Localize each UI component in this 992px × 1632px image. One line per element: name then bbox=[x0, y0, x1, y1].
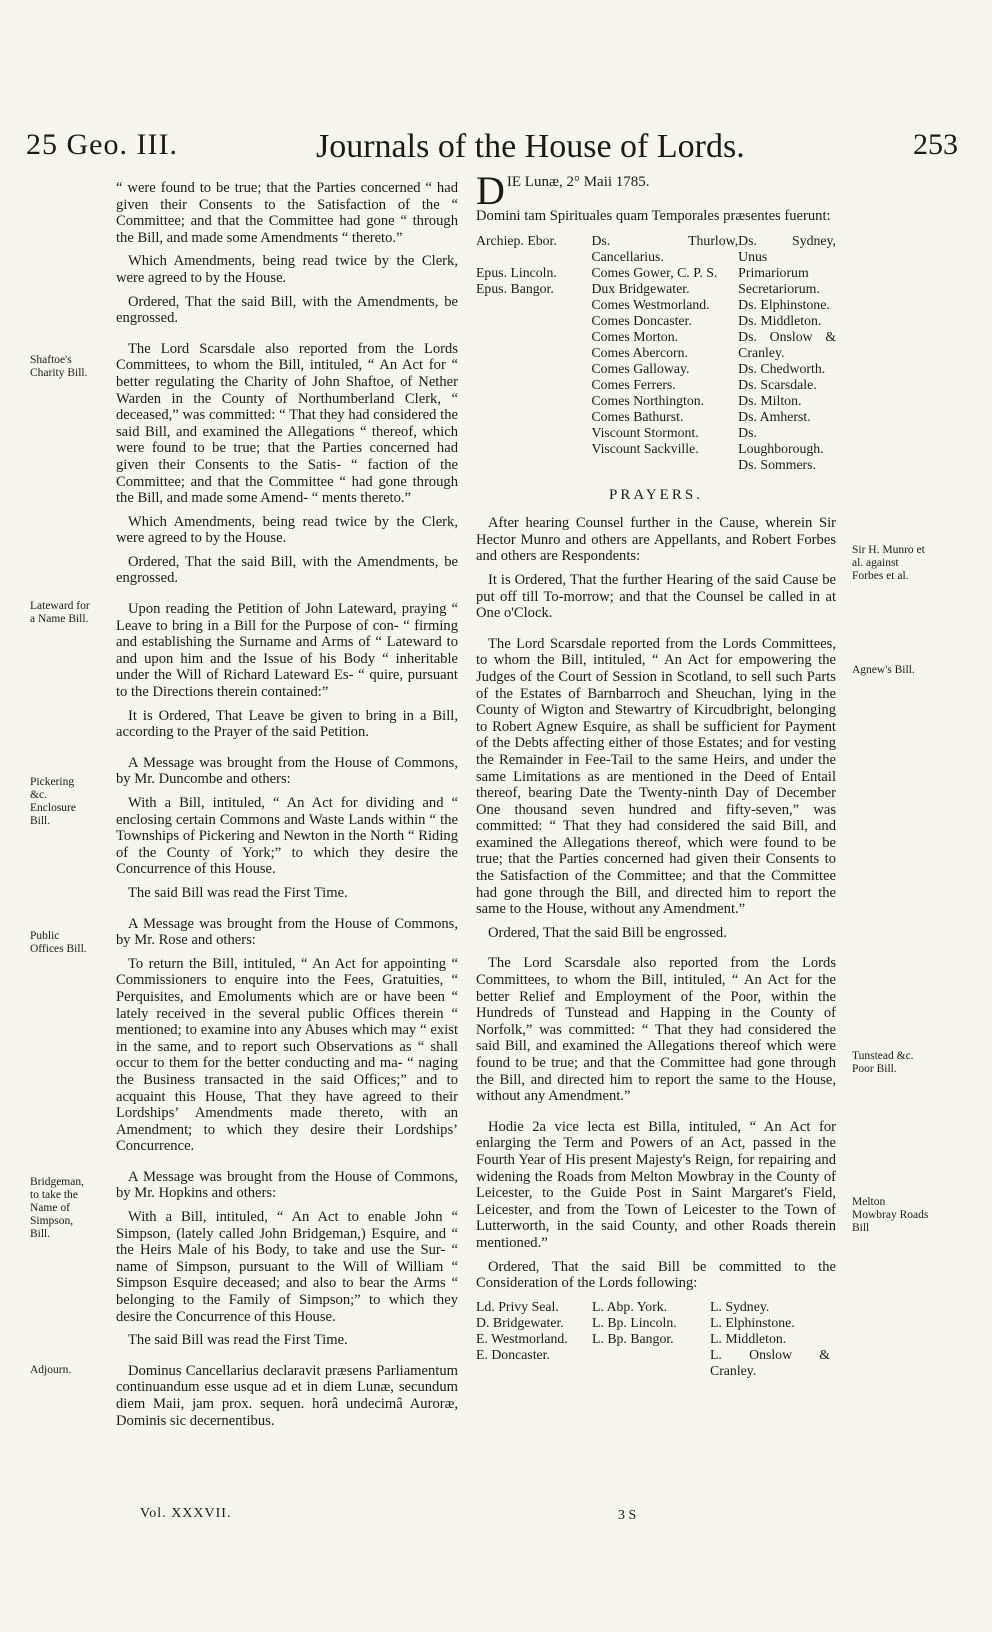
paragraph: The said Bill was read the First Time. bbox=[128, 1332, 348, 1349]
attendance-barons: Ds. Sydney, Unus Primariorum Secretariorum. Ds. Elphinstone. Ds. Middleton. Ds. Onslow & Cranley. Ds. Chedworth. Ds. Scarsdale. Ds. Milton. Ds. Amherst. Ds. Loughborough. Ds. Sommers. bbox=[738, 232, 836, 472]
attendance-peers: Ds. Thurlow, Cancellarius. Comes Gower, C. P. S. Dux Bridgewater. Comes Westmorland. Comes Doncaster. Comes Morton. Comes Abercorn. Comes Galloway. Comes Ferrers. Comes Northington. Comes Bathurst. Viscount Stormont. Viscount Sackville. bbox=[591, 232, 739, 456]
paragraph: To return the Bill, intituled, “ An Act for appointing “ Commissioners to enquire into the Fees, Gratuities, “ Perquisites, and Emoluments which are or have been “ lately received in the several public Offices therein “ mentioned; to examine into any Abuses which may “ exist in the same, and to report such Observations as “ shall occur to them for the better conducting and ma- “ naging the Business transacted in the said Offices;” and to acquaint this House, That they have agreed to their Lordships’ Amendments made thereto, with an Amendment; to which they desire their Lordships’ Concurrence. bbox=[116, 955, 458, 1155]
second-reading-paragraph: Hodie 2a vice lecta est Billa, intituled, “ An Act for enlarging the Term and Powers of an Act, passed in the Fourth Year of His present Majesty's Reign, for repairing and widening the Roads from Melton Mowbray in the County of Leicester, to the Guide Post in Saint Margaret's Field, Leicester, and from the Town of Leicester to the Town of Lutterworth, in the said County, and other Roads therein mentioned.” bbox=[476, 1118, 836, 1251]
message-paragraph: A Message was brought from the House of Commons, by Mr. Hopkins and others: bbox=[116, 1168, 458, 1202]
regnal-year: 25 Geo. III. bbox=[26, 128, 178, 161]
date-text: IE Lunæ, 2° Maii 1785. bbox=[506, 174, 650, 190]
drop-cap: D bbox=[476, 168, 505, 213]
page-number: 253 bbox=[913, 128, 958, 161]
signature-mark: 3 S bbox=[618, 1508, 637, 1523]
paragraph: With a Bill, intituled, “ An Act for dividing and “ enclosing certain Commons and Waste Lands within “ the Townships of Pickering and Newton in the North “ Riding of the County of York;” to which they desire the Concurrence of this House. bbox=[116, 795, 458, 878]
paragraph: Which Amendments, being read twice by the Clerk, were agreed to by the House. bbox=[116, 513, 458, 547]
margin-note-tunstead: Tunstead &c. Poor Bill. bbox=[852, 1050, 914, 1075]
order-paragraph: It is Ordered, That Leave be given to bring in a Bill, according to the Prayer of the said Petition. bbox=[116, 707, 458, 741]
paragraph: The said Bill was read the First Time. bbox=[128, 884, 348, 901]
order-paragraph: Ordered, That the said Bill be committed to the Consideration of the Lords following: bbox=[476, 1258, 836, 1292]
order-paragraph: It is Ordered, That the further Hearing of the said Cause be put off till To-morrow; and that the Counsel be called in at One o'Clock. bbox=[476, 571, 836, 622]
report-paragraph: The Lord Scarsdale also reported from the Lords Committees, to whom the Bill, intituled, “ An Act for “ better regulating the Charity of John Shaftoe, of Nether Warden in the County of Northumberland Clerk, “ deceased,” was committed: “ That they had considered the said Bill, and examined the Allegations “ thereof, which were found to be true; that the Parties concerned had given their Consents to the Satis- “ faction of the Committee; and that the Committee “ had gone through the Bill, and made some Amend- “ ments thereto.” bbox=[116, 340, 458, 507]
margin-note-pickering: Pickering &c. Enclosure Bill. bbox=[30, 776, 76, 827]
message-paragraph: A Message was brought from the House of Commons, by Mr. Duncombe and others: bbox=[116, 754, 458, 788]
margin-note-melton: Melton Mowbray Roads Bill bbox=[852, 1196, 929, 1234]
committee-col-1: Ld. Privy Seal. D. Bridgewater. E. Westmorland. E. Doncaster. bbox=[476, 1298, 568, 1362]
paragraph: Which Amendments, being read twice by the Clerk, were agreed to by the House. bbox=[116, 253, 458, 286]
margin-note-munro: Sir H. Munro et al. against Forbes et al. bbox=[852, 544, 925, 582]
running-header bbox=[26, 128, 966, 172]
order-paragraph: Ordered, That the said Bill, with the Amendments, be engrossed. bbox=[116, 293, 458, 327]
margin-note-bridgeman: Bridgeman, to take the Name of Simpson, Bill. bbox=[30, 1176, 84, 1240]
order-paragraph: Ordered, That the said Bill, with the Amendments, be engrossed. bbox=[116, 553, 458, 587]
adjournment-paragraph: Dominus Cancellarius declaravit præsens Parliamentum continuandum esse usque ad et in diem Lunæ, secundum diem Maii, jam prox. sequen. horâ undecimâ Auroræ, Dominis sic decernentibus. bbox=[116, 1362, 458, 1429]
prayers-heading: PRAYERS. bbox=[609, 486, 703, 503]
volume-number: Vol. XXXVII. bbox=[140, 1506, 232, 1521]
paragraph: After hearing Counsel further in the Cause, wherein Sir Hector Munro and others are Appellants, and Robert Forbes and others are Respondents: bbox=[476, 515, 836, 565]
margin-note-lateward: Lateward for a Name Bill. bbox=[30, 600, 90, 625]
report-paragraph: The Lord Scarsdale reported from the Lords Committees, to whom the Bill, intituled, “ An Act for empowering the Judges of the Court of Session in Scotland, to sell such Parts of the Estates of Barnbarroch and Sheuchan, lying in the County of Wigton and Stewartry of Kircudbright, belonging to Robert Agnew Esquire, as shall be sufficient for Payment of the Debts affecting either of those Estates; and for vesting the Remainder in Fee-Tail to the same Heirs, and under the same Limitations as are mentioned in the Deed of Entail thereof, bearing Date the Twenty-ninth Day of December One thousand seven hundred and fifty-seven,” was committed: “ That they had considered the said Bill, and examined the Allegations thereof, which were found to be true; that the Parties concerned had given their Consents to the Satisfaction of the Committee; and that the Committee had gone through the Bill, and directed him to report the same to the House, without any Amendment.” bbox=[476, 635, 836, 918]
committee-col-2: L. Abp. York. L. Bp. Lincoln. L. Bp. Bangor. bbox=[592, 1298, 677, 1346]
margin-note-agnew: Agnew's Bill. bbox=[852, 664, 915, 676]
committee-list bbox=[476, 1299, 836, 1379]
margin-note-public-offices: Public Offices Bill. bbox=[30, 930, 87, 955]
petition-paragraph: Upon reading the Petition of John Lateward, praying “ Leave to bring in a Bill for the Purpose of con- “ firming and establishing the Surname and Arms of “ Lateward to and upon him and the Issue of his Body “ inheritable under the Will of Richard Lateward Es- “ quire, pursuant to the Directions therein contained:” bbox=[116, 601, 458, 701]
margin-note-shaftoe: Shaftoe's Charity Bill. bbox=[30, 354, 88, 379]
sitting-date bbox=[476, 168, 836, 213]
attendance-list bbox=[476, 233, 836, 473]
margin-note-adjourn: Adjourn. bbox=[30, 1364, 72, 1376]
committee-col-3: L. Sydney. L. Elphinstone. L. Middleton. L. Onslow & Cranley. bbox=[710, 1298, 830, 1378]
left-column bbox=[116, 180, 458, 1436]
order-paragraph: Ordered, That the said Bill be engrossed. bbox=[488, 924, 727, 941]
attendance-bishops: Archiep. Ebor. Epus. Lincoln. Epus. Bangor. bbox=[476, 232, 557, 296]
journal-title: Journals of the House of Lords. bbox=[316, 128, 745, 165]
right-column bbox=[476, 168, 836, 1379]
paragraph: “ were found to be true; that the Parties concerned “ had given their Consents to the Satisfaction of the “ Committee; and that the Committee had gone “ through the Bill, and made some Amendments “ thereto.” bbox=[116, 180, 458, 246]
paragraph: With a Bill, intituled, “ An Act to enable John “ Simpson, (lately called John Bridgeman,) Esquire, and “ the Heirs Male of his Body, to take and use the Sur- “ name of Simpson, pursuant to the Will of William “ Simpson Esquire deceased; and also to bear the Arms “ belonging to the Family of Simpson;” to which they desire the Concurrence of this House. bbox=[116, 1209, 458, 1325]
message-paragraph: A Message was brought from the House of Commons, by Mr. Rose and others: bbox=[116, 915, 458, 949]
present-line: Domini tam Spirituales quam Temporales præsentes fuerunt: bbox=[476, 208, 831, 224]
report-paragraph: The Lord Scarsdale also reported from the Lords Committees, to whom the Bill, intituled, “ An Act for the better Relief and Employment of the Poor, within the Hundreds of Tunstead and Happing in the County of Norfolk,” was committed: “ That they had considered the said Bill, and examined the Allegations thereof which were found to be true; and that the Committee had gone through the Bill, and directed him to report the same to the House, without any Amendment.” bbox=[476, 955, 836, 1105]
